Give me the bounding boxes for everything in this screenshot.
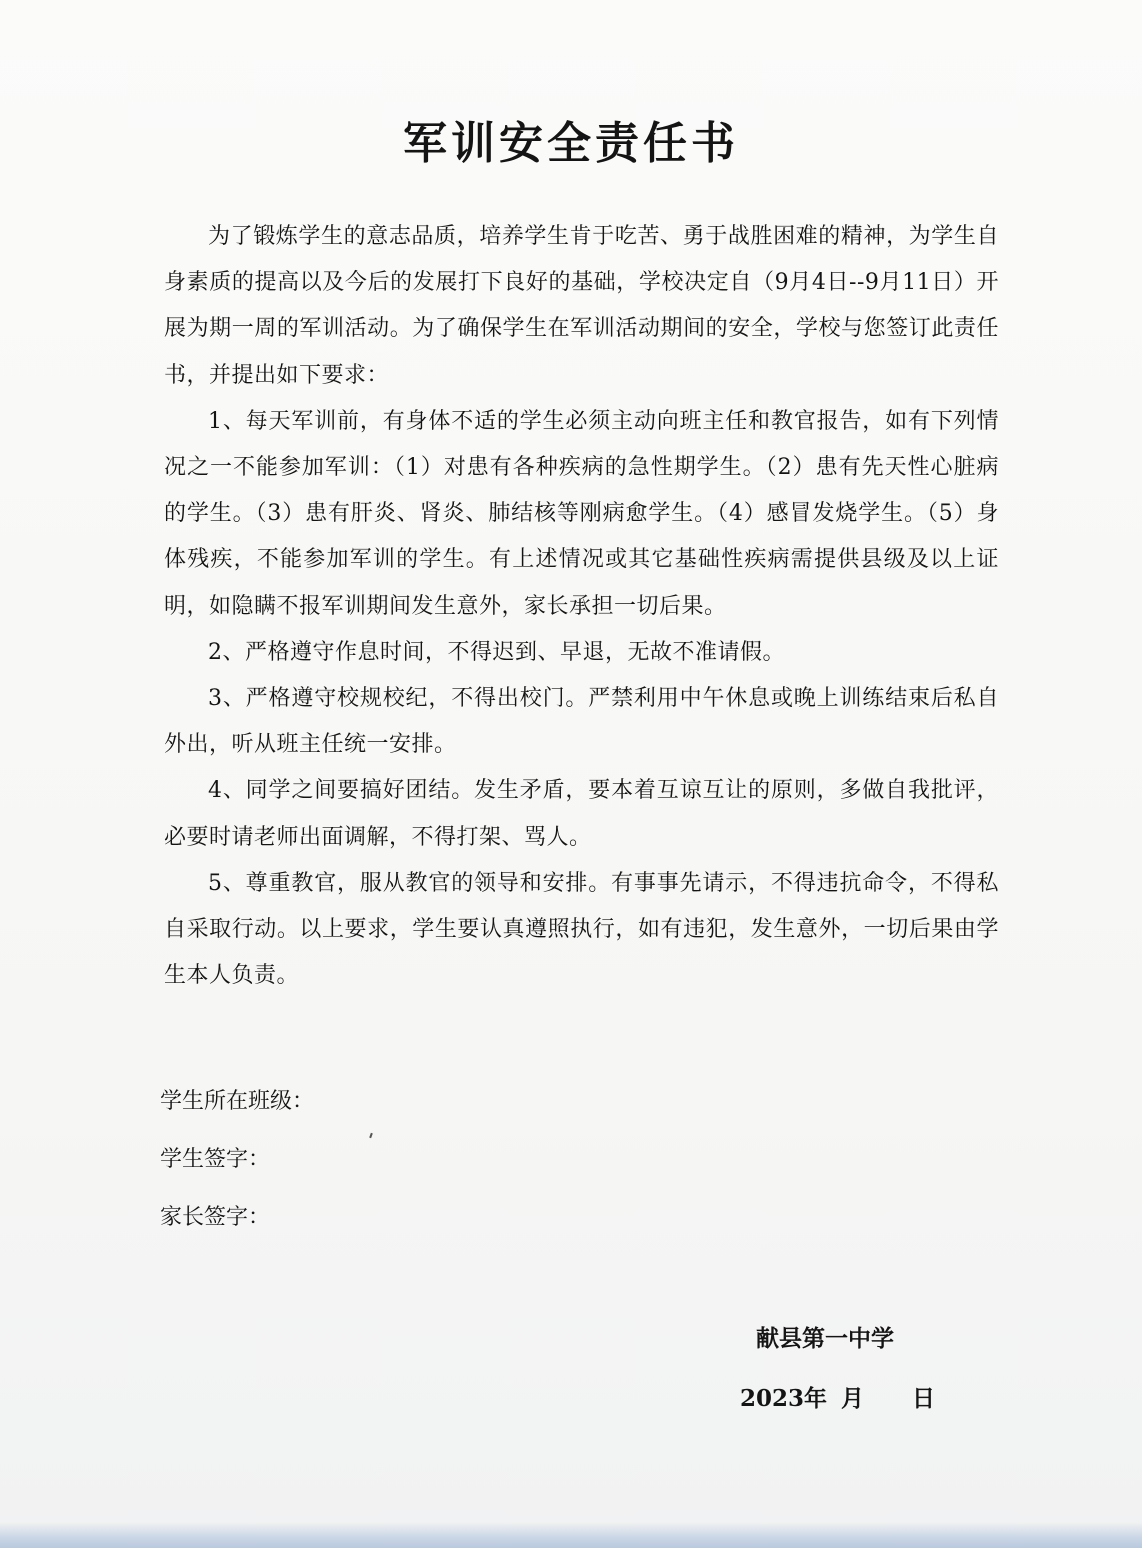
scan-edge (0, 1522, 1142, 1548)
school-name: 献县第一中学 (756, 1325, 894, 1352)
requirement-3: 3、严格遵守校规校纪，不得出校门。严禁利用中午休息或晚上训练结束后私自外出，听从班主任统一安排。 (164, 686, 999, 758)
parent-sign-label: 家长签字： (160, 1205, 271, 1230)
requirement-4: 4、同学之间要搞好团结。发生矛盾，要本着互谅互让的原则，多做自我批评，必要时请老师出面调解，不得打架、骂人。 (164, 778, 999, 850)
date-month-unit: 月 (841, 1385, 865, 1412)
requirement-1: 1、每天军训前，有身体不适的学生必须主动向班主任和教官报告，如有下列情况之一不能参加军训：（1）对患有各种疾病的急性期学生。（2）患有先天性心脏病的学生。（3）患有肝炎、肾炎、肺结核等刚病愈学生。（4）感冒发烧学生。（5）身体残疾，不能参加军训的学生。有上述情况或其它基础性疾病需提供县级及以上证明，如隐瞒不报军训期间发生意外，家长承担一切后果。 (164, 408, 999, 619)
date-day-unit: 日 (912, 1385, 936, 1412)
class-field-label: 学生所在班级： (160, 1089, 315, 1114)
document-body (164, 214, 999, 999)
pen-mark (369, 1133, 373, 1138)
requirement-2: 2、严格遵守作息时间，不得迟到、早退，无故不准请假。 (208, 639, 785, 665)
student-sign-label: 学生签字： (160, 1147, 271, 1172)
date-line (740, 1383, 935, 1415)
intro-paragraph: 为了锻炼学生的意志品质，培养学生肯于吃苦、勇于战胜困难的精神，为学生自身素质的提高以及今后的发展打下良好的基础，学校决定自（9月4日--9月11日）开展为期一周的军训活动。为了确保学生在军训活动期间的安全，学校与您签订此责任书，并提出如下要求： (164, 224, 999, 388)
date-year-unit: 年 (804, 1385, 828, 1412)
requirement-5: 5、尊重教官，服从教官的领导和安排。有事事先请示，不得违抗命令，不得私自采取行动。以上要求，学生要认真遵照执行，如有违犯，发生意外，一切后果由学生本人负责。 (164, 870, 999, 989)
document-title: 军训安全责任书 (403, 118, 739, 169)
date-year: 2023 (740, 1385, 805, 1412)
